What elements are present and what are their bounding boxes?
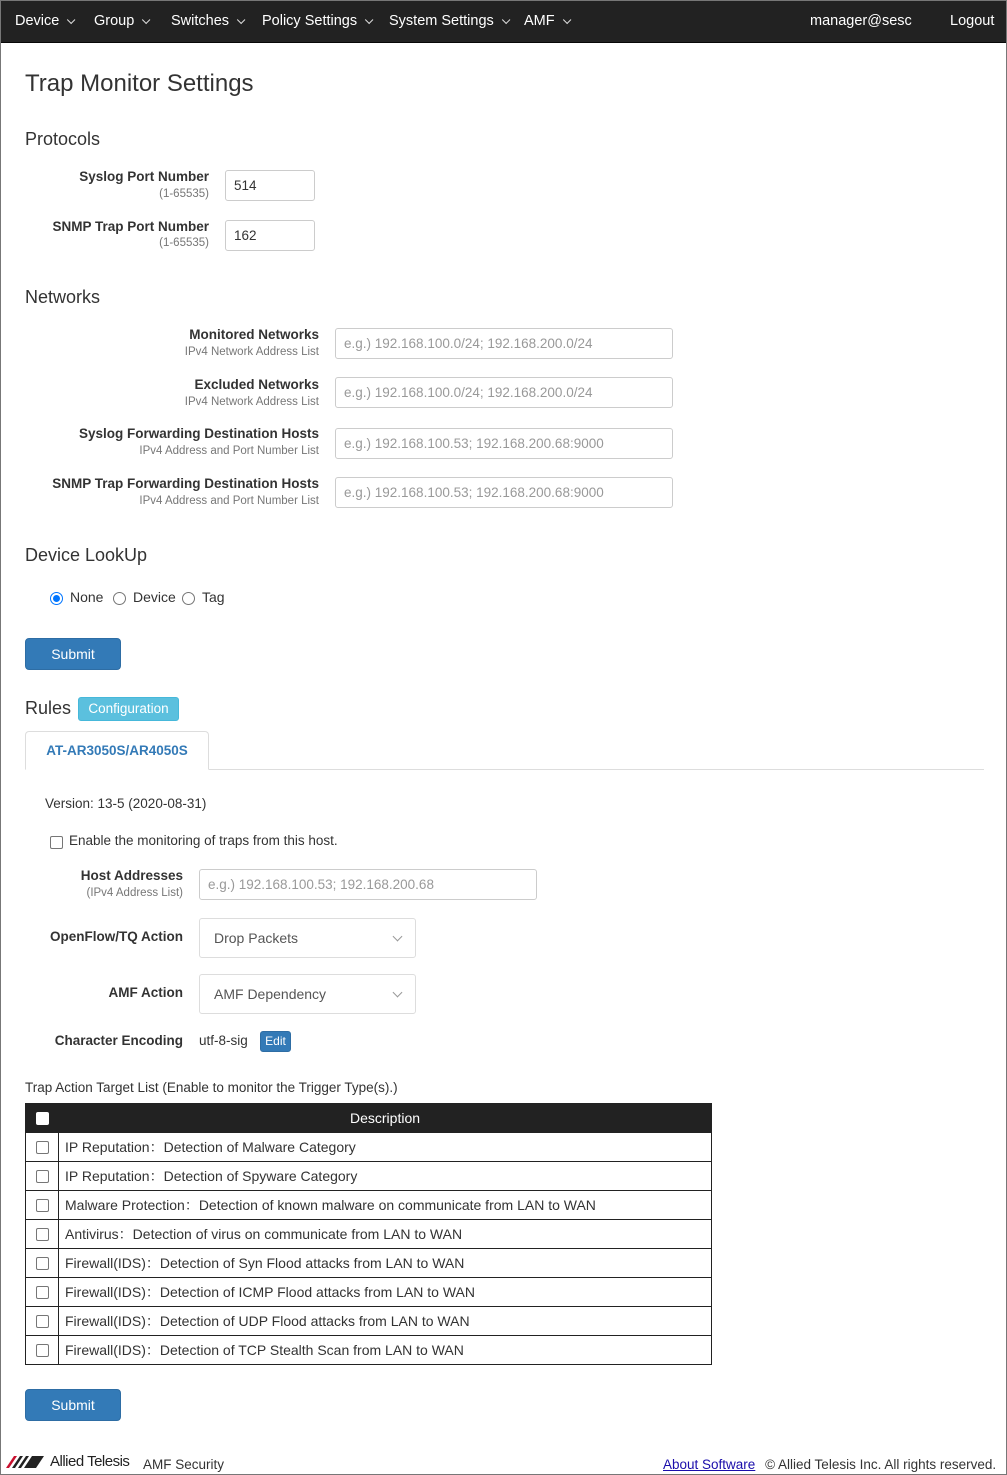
edit-encoding-button[interactable]: Edit xyxy=(260,1031,291,1052)
lookup-tag-radio[interactable] xyxy=(182,592,195,605)
chevron-down-icon xyxy=(393,932,403,942)
amf-action-value: AMF Dependency xyxy=(214,986,327,1002)
chevron-down-icon xyxy=(142,16,150,24)
row-description: Firewall(IDS)：Detection of UDP Flood attacks from LAN to WAN xyxy=(59,1307,712,1336)
enable-monitoring-label: Enable the monitoring of traps from this host. xyxy=(69,833,338,848)
table-row xyxy=(26,1220,712,1249)
nav-user[interactable]: manager@sesc xyxy=(810,13,912,29)
nav-logout[interactable]: Logout xyxy=(950,13,995,29)
row-check-cell xyxy=(26,1336,59,1365)
row-check-cell xyxy=(26,1162,59,1191)
page-title: Trap Monitor Settings xyxy=(25,70,254,97)
row-description: Firewall(IDS)：Detection of ICMP Flood attacks from LAN to WAN xyxy=(59,1278,712,1307)
table-row xyxy=(26,1278,712,1307)
monitored-networks-input[interactable]: e.g.) 192.168.100.0/24; 192.168.200.0/24 xyxy=(335,328,673,359)
table-row xyxy=(26,1191,712,1220)
openflow-action-label: OpenFlow/TQ Action xyxy=(50,929,183,944)
char-encoding-label: Character Encoding xyxy=(54,1033,183,1048)
row-check-cell xyxy=(26,1249,59,1278)
footer-copyright: © Allied Telesis Inc. All rights reserved. xyxy=(765,1457,997,1472)
enable-monitoring-checkbox[interactable] xyxy=(50,836,63,849)
row-description: Firewall(IDS)：Detection of TCP Stealth Scan from LAN to WAN xyxy=(59,1336,712,1365)
nav-device-label: Device xyxy=(15,13,60,29)
host-addresses-hint: (IPv4 Address List) xyxy=(86,887,183,899)
excluded-networks-hint: IPv4 Network Address List xyxy=(184,396,319,408)
syslog-forward-input[interactable]: e.g.) 192.168.100.53; 192.168.200.68:9000 xyxy=(335,428,673,459)
nav-amf[interactable] xyxy=(524,0,568,43)
row-check-cell xyxy=(26,1220,59,1249)
syslog-forward-label: Syslog Forwarding Destination Hosts xyxy=(78,426,319,441)
amf-action-select[interactable] xyxy=(199,974,416,1014)
submit-button-top[interactable]: Submit xyxy=(25,638,121,670)
configuration-button[interactable]: Configuration xyxy=(78,697,179,721)
footer-product: AMF Security xyxy=(143,1457,225,1472)
select-all-cell xyxy=(26,1104,59,1133)
submit-button-bottom[interactable]: Submit xyxy=(25,1389,121,1421)
row-description: Antivirus：Detection of virus on communicate from LAN to WAN xyxy=(59,1220,712,1249)
table-row xyxy=(26,1307,712,1336)
table-row xyxy=(26,1133,712,1162)
table-row xyxy=(26,1336,712,1365)
row-checkbox[interactable] xyxy=(36,1141,49,1154)
tab-ar3050s-ar4050s[interactable]: AT-AR3050S/AR4050S xyxy=(25,731,209,770)
snmp-forward-input[interactable]: e.g.) 192.168.100.53; 192.168.200.68:9000 xyxy=(335,477,673,508)
snmp-forward-hint: IPv4 Address and Port Number List xyxy=(139,495,319,507)
select-all-checkbox[interactable] xyxy=(36,1112,49,1125)
nav-group[interactable] xyxy=(94,0,147,43)
chevron-down-icon xyxy=(237,16,245,24)
footer-links xyxy=(663,1457,996,1472)
description-header: Description xyxy=(59,1104,712,1133)
host-addresses-label: Host Addresses xyxy=(80,868,183,883)
row-description: IP Reputation：Detection of Spyware Category xyxy=(59,1162,712,1191)
openflow-action-value: Drop Packets xyxy=(214,930,299,946)
snmp-port-label: SNMP Trap Port Number xyxy=(52,219,209,234)
rules-version: Version: 13-5 (2020-08-31) xyxy=(45,796,207,811)
amf-action-label: AMF Action xyxy=(108,985,183,1000)
rules-title: Rules xyxy=(25,698,72,718)
row-check-cell xyxy=(26,1307,59,1336)
syslog-forward-hint: IPv4 Address and Port Number List xyxy=(139,445,319,457)
nav-amf-label: AMF xyxy=(524,13,555,29)
nav-device[interactable] xyxy=(15,0,72,43)
nav-switches-label: Switches xyxy=(171,13,230,29)
chevron-down-icon xyxy=(502,16,510,24)
host-addresses-input[interactable]: e.g.) 192.168.100.53; 192.168.200.68 xyxy=(199,869,537,900)
nav-group-label: Group xyxy=(94,13,135,29)
about-software-link[interactable]: About Software xyxy=(663,1457,756,1472)
lookup-none-label: None xyxy=(70,589,104,605)
row-checkbox[interactable] xyxy=(36,1344,49,1357)
char-encoding-value: utf-8-sig xyxy=(199,1033,248,1048)
nav-system-label: System Settings xyxy=(389,13,494,29)
protocols-title: Protocols xyxy=(25,129,101,149)
allied-telesis-logo xyxy=(6,1455,46,1472)
lookup-device-label: Device xyxy=(133,589,176,605)
row-check-cell xyxy=(26,1191,59,1220)
row-checkbox[interactable] xyxy=(36,1170,49,1183)
footer-brand: Allied Telesis xyxy=(50,1453,130,1470)
row-description: IP Reputation：Detection of Malware Category xyxy=(59,1133,712,1162)
syslog-port-hint: (1-65535) xyxy=(159,188,209,200)
nav-policy-label: Policy Settings xyxy=(262,13,358,29)
snmp-forward-label: SNMP Trap Forwarding Destination Hosts xyxy=(52,476,319,491)
lookup-tag-label: Tag xyxy=(202,589,225,605)
monitored-networks-hint: IPv4 Network Address List xyxy=(184,346,319,358)
row-description: Malware Protection：Detection of known malware on communicate from LAN to WAN xyxy=(59,1191,712,1220)
snmp-port-hint: (1-65535) xyxy=(159,237,209,249)
row-checkbox[interactable] xyxy=(36,1228,49,1241)
excluded-networks-label: Excluded Networks xyxy=(194,377,319,392)
lookup-device-radio[interactable] xyxy=(113,592,126,605)
excluded-networks-input[interactable]: e.g.) 192.168.100.0/24; 192.168.200.0/24 xyxy=(335,377,673,408)
monitored-networks-label: Monitored Networks xyxy=(189,327,319,342)
table-row xyxy=(26,1162,712,1191)
table-row xyxy=(26,1249,712,1278)
nav-policy-settings[interactable] xyxy=(262,0,370,43)
trap-list-caption: Trap Action Target List (Enable to monitor the Trigger Type(s).) xyxy=(25,1080,398,1095)
table-header-row xyxy=(26,1104,712,1133)
nav-switches[interactable] xyxy=(171,0,242,43)
row-checkbox[interactable] xyxy=(36,1286,49,1299)
chevron-down-icon xyxy=(365,16,373,24)
row-checkbox[interactable] xyxy=(36,1199,49,1212)
lookup-none-radio[interactable] xyxy=(50,592,63,605)
chevron-down-icon xyxy=(562,16,570,24)
syslog-port-label: Syslog Port Number xyxy=(79,169,209,184)
snmp-port-input[interactable]: 162 xyxy=(225,220,315,251)
chevron-down-icon xyxy=(67,16,75,24)
openflow-action-select[interactable] xyxy=(199,918,416,958)
chevron-down-icon xyxy=(393,988,403,998)
row-check-cell xyxy=(26,1278,59,1307)
syslog-port-input[interactable]: 514 xyxy=(225,170,315,201)
nav-system-settings[interactable] xyxy=(389,0,507,43)
trap-action-table xyxy=(25,1103,712,1365)
top-navbar xyxy=(0,0,1007,43)
device-lookup-title: Device LookUp xyxy=(25,545,148,565)
row-checkbox[interactable] xyxy=(36,1257,49,1270)
networks-title: Networks xyxy=(25,287,101,307)
row-checkbox[interactable] xyxy=(36,1315,49,1328)
allied-telesis-logo-icon xyxy=(6,1455,46,1469)
row-description: Firewall(IDS)：Detection of Syn Flood attacks from LAN to WAN xyxy=(59,1249,712,1278)
row-check-cell xyxy=(26,1133,59,1162)
